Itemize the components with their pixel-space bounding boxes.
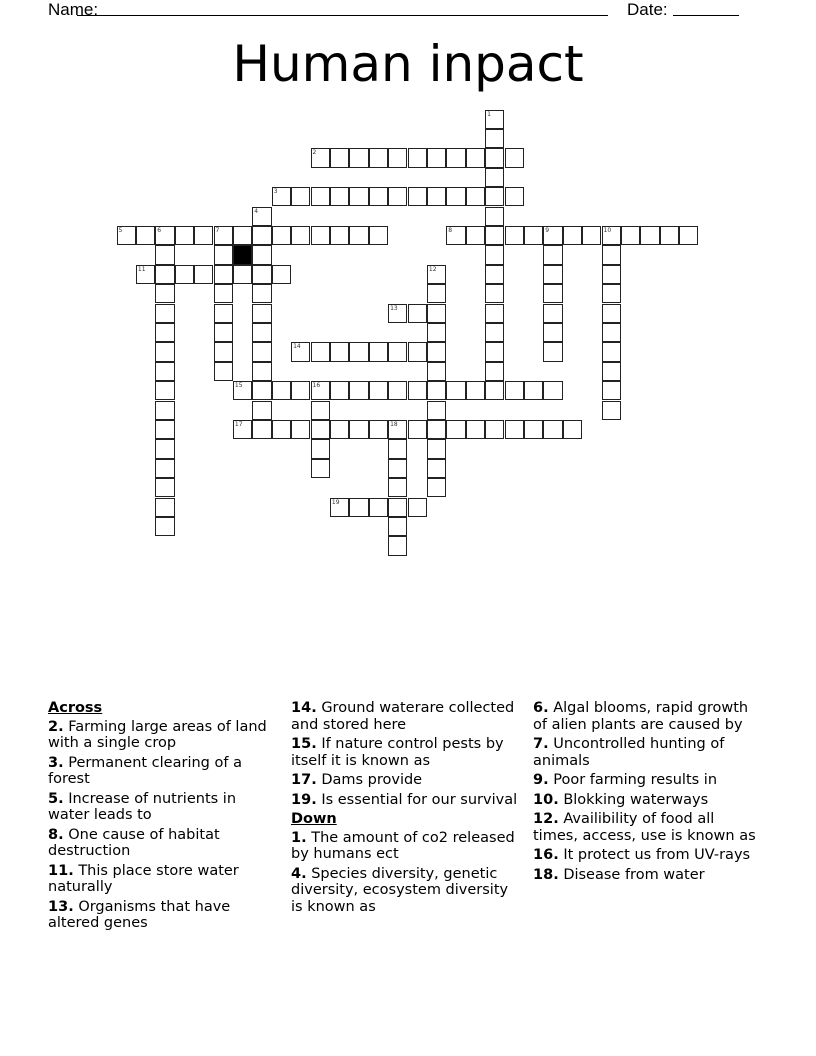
grid-cell[interactable] [136, 226, 155, 245]
clue-across-3: 3. Permanent clearing of a forest [48, 754, 242, 787]
grid-cell[interactable] [485, 187, 504, 206]
grid-cell[interactable] [485, 226, 504, 245]
clue-text: Algal blooms, rapid growth of alien plants are caused by [533, 700, 749, 733]
grid-cell[interactable] [291, 381, 310, 400]
grid-cell[interactable] [388, 304, 407, 323]
grid-cell[interactable] [252, 420, 271, 439]
grid-cell[interactable] [155, 226, 174, 245]
grid-cell[interactable] [466, 381, 485, 400]
clue-down-7: 7. Uncontrolled hunting of animals [533, 736, 725, 769]
grid-cell[interactable] [330, 342, 349, 361]
grid-cell[interactable] [214, 304, 233, 323]
grid-cell[interactable] [291, 187, 310, 206]
clue-number: 1 [291, 829, 302, 846]
cell-number: 9 [545, 226, 550, 234]
grid-cell[interactable] [524, 381, 543, 400]
grid-cell[interactable] [408, 304, 427, 323]
grid-cell[interactable] [311, 226, 330, 245]
clue-text: Uncontrolled hunting of animals [533, 736, 725, 769]
grid-cell[interactable] [388, 187, 407, 206]
clue-text: If nature control pests by itself it is known as [291, 736, 504, 769]
grid-cell[interactable] [136, 265, 155, 284]
grid-cell[interactable] [155, 478, 174, 497]
grid-cell[interactable] [543, 284, 562, 303]
grid-cell[interactable] [311, 420, 330, 439]
clue-down-16: 16. It protect us from UV-rays [533, 847, 751, 863]
grid-cell[interactable] [252, 362, 271, 381]
grid-cell[interactable] [272, 187, 291, 206]
clue-text: Permanent clearing of a forest [48, 754, 242, 787]
clue-number: 15 [291, 736, 312, 752]
down-heading: Down [291, 811, 337, 827]
grid-cell[interactable] [252, 304, 271, 323]
clue-number: 9 [533, 772, 544, 788]
clue-down-9: 9. Poor farming results in [533, 772, 718, 788]
grid-cell[interactable] [621, 226, 640, 245]
clue-number: 18 [533, 866, 554, 883]
black-cell [233, 245, 252, 264]
clue-number: 14 [291, 700, 312, 716]
grid-cell[interactable] [427, 284, 446, 303]
grid-cell[interactable] [233, 265, 252, 284]
grid-cell[interactable] [252, 381, 271, 400]
grid-cell[interactable] [485, 381, 504, 400]
grid-cell[interactable] [330, 381, 349, 400]
grid-cell[interactable] [155, 439, 174, 458]
grid-cell[interactable] [272, 381, 291, 400]
grid-cell[interactable] [369, 342, 388, 361]
grid-cell[interactable] [505, 148, 524, 167]
grid-cell[interactable] [485, 129, 504, 148]
clue-text: Ground waterare collected and stored here [291, 700, 515, 733]
grid-cell[interactable] [311, 439, 330, 458]
grid-cell[interactable] [485, 207, 504, 226]
cell-number: 13 [390, 304, 398, 312]
grid-cell[interactable] [291, 342, 310, 361]
clue-down-1: 1. The amount of co2 released by humans ect [291, 829, 515, 862]
grid-cell[interactable] [214, 284, 233, 303]
grid-cell[interactable] [155, 362, 174, 381]
grid-cell[interactable] [543, 420, 562, 439]
clue-down-6: 6. Algal blooms, rapid growth of alien plants are caused by [533, 700, 749, 733]
grid-cell[interactable] [408, 148, 427, 167]
grid-cell[interactable] [155, 245, 174, 264]
grid-cell[interactable] [388, 420, 407, 439]
grid-cell[interactable] [543, 265, 562, 284]
grid-cell[interactable] [602, 304, 621, 323]
grid-cell[interactable] [155, 265, 174, 284]
grid-cell[interactable] [485, 323, 504, 342]
grid-cell[interactable] [155, 420, 174, 439]
clue-down-18: 18. Disease from water [533, 866, 705, 883]
grid-cell[interactable] [155, 323, 174, 342]
grid-cell[interactable] [388, 536, 407, 555]
grid-cell[interactable] [272, 420, 291, 439]
grid-cell[interactable] [214, 342, 233, 361]
grid-cell[interactable] [311, 187, 330, 206]
grid-cell[interactable] [311, 342, 330, 361]
cell-number: 15 [234, 382, 243, 390]
grid-cell[interactable] [427, 420, 446, 439]
grid-cell[interactable] [543, 304, 562, 323]
clue-text: Poor farming results in [553, 772, 718, 788]
grid-cell[interactable] [543, 342, 562, 361]
grid-cell[interactable] [485, 168, 504, 187]
grid-cell[interactable] [563, 226, 582, 245]
grid-cell[interactable] [214, 245, 233, 264]
grid-cell[interactable] [388, 148, 407, 167]
grid-cell[interactable] [330, 187, 349, 206]
grid-cell[interactable] [466, 226, 485, 245]
grid-cell[interactable] [485, 148, 504, 167]
clue-text: This place store water naturally [48, 862, 239, 895]
clue-number: 3 [48, 754, 59, 771]
grid-cell[interactable] [291, 226, 310, 245]
grid-cell[interactable] [388, 342, 407, 361]
clue-number: 16 [533, 847, 554, 863]
cell-number: 2 [312, 149, 317, 157]
grid-cell[interactable] [252, 284, 271, 303]
clue-across-5: 5. Increase of nutrients in water leads to [48, 790, 237, 823]
grid-cell[interactable] [214, 362, 233, 381]
grid-cell[interactable] [252, 265, 271, 284]
grid-cell[interactable] [214, 323, 233, 342]
clue-number: 2 [48, 718, 59, 735]
clues-column-2 [291, 700, 521, 918]
cell-number: 12 [428, 265, 437, 273]
grid-cell[interactable] [446, 420, 465, 439]
cell-number: 11 [137, 265, 146, 273]
grid-cell[interactable] [602, 323, 621, 342]
grid-cell[interactable] [446, 381, 465, 400]
grid-cell[interactable] [505, 381, 524, 400]
grid-cell[interactable] [543, 323, 562, 342]
clue-across-14: 14. Ground waterare collected and stored here [291, 700, 515, 733]
grid-cell[interactable] [272, 226, 291, 245]
grid-cell[interactable] [427, 362, 446, 381]
grid-cell[interactable] [602, 362, 621, 381]
cell-number: 16 [312, 382, 321, 390]
grid-cell[interactable] [543, 226, 562, 245]
clues-column-1 [48, 700, 273, 935]
clue-text: Availibility of food all times, access, use is known as [533, 811, 756, 844]
grid-cell[interactable] [446, 226, 465, 245]
grid-cell[interactable] [311, 148, 330, 167]
grid-cell[interactable] [485, 342, 504, 361]
grid-cell[interactable] [640, 226, 659, 245]
grid-cell[interactable] [330, 226, 349, 245]
clue-number: 10 [533, 791, 554, 808]
grid-cell[interactable] [175, 226, 194, 245]
clue-number: 13 [48, 898, 69, 915]
grid-cell[interactable] [485, 265, 504, 284]
grid-cell[interactable] [679, 226, 698, 245]
grid-cell[interactable] [369, 226, 388, 245]
clue-across-13: 13. Organisms that have altered genes [48, 898, 231, 931]
grid-cell[interactable] [427, 187, 446, 206]
clue-number: 6 [533, 700, 544, 716]
grid-cell[interactable] [408, 187, 427, 206]
clue-down-12: 12. Availibility of food all times, access, use is known as [533, 811, 756, 844]
cell-number: 17 [234, 420, 243, 428]
grid-cell[interactable] [388, 517, 407, 536]
grid-cell[interactable] [427, 265, 446, 284]
clue-number: 12 [533, 811, 554, 827]
grid-cell[interactable] [388, 459, 407, 478]
grid-cell[interactable] [485, 420, 504, 439]
clue-number: 8 [48, 826, 59, 843]
grid-cell[interactable] [485, 110, 504, 129]
grid-cell[interactable] [175, 265, 194, 284]
grid-cell[interactable] [155, 401, 174, 420]
grid-cell[interactable] [194, 226, 213, 245]
grid-cell[interactable] [388, 439, 407, 458]
clue-number: 17 [291, 772, 312, 788]
grid-cell[interactable] [155, 498, 174, 517]
grid-cell[interactable] [369, 381, 388, 400]
grid-cell[interactable] [388, 381, 407, 400]
grid-cell[interactable] [582, 226, 601, 245]
clue-across-8: 8. One cause of habitat destruction [48, 826, 220, 859]
clue-text: The amount of co2 released by humans ect [291, 829, 515, 862]
grid-cell[interactable] [446, 187, 465, 206]
grid-cell[interactable] [505, 226, 524, 245]
clue-across-19: 19. Is essential for our survival [291, 791, 518, 808]
grid-cell[interactable] [252, 323, 271, 342]
cell-number: 18 [390, 420, 398, 428]
grid-cell[interactable] [388, 478, 407, 497]
grid-cell[interactable] [330, 148, 349, 167]
grid-cell[interactable] [349, 226, 368, 245]
grid-cell[interactable] [252, 207, 271, 226]
across-heading: Across [48, 700, 103, 716]
grid-cell[interactable] [524, 420, 543, 439]
grid-cell[interactable] [349, 342, 368, 361]
grid-cell[interactable] [252, 245, 271, 264]
grid-cell[interactable] [311, 459, 330, 478]
clue-text: Blokking waterways [563, 791, 709, 808]
grid-cell[interactable] [563, 420, 582, 439]
grid-cell[interactable] [466, 148, 485, 167]
grid-cell[interactable] [272, 265, 291, 284]
grid-cell[interactable] [194, 265, 213, 284]
grid-cell[interactable] [408, 342, 427, 361]
grid-cell[interactable] [349, 187, 368, 206]
grid-cell[interactable] [311, 401, 330, 420]
grid-cell[interactable] [485, 362, 504, 381]
grid-cell[interactable] [155, 459, 174, 478]
name-label: Name: [48, 0, 99, 19]
grid-cell[interactable] [311, 381, 330, 400]
clue-number: 4 [291, 865, 302, 882]
grid-cell[interactable] [427, 304, 446, 323]
grid-cell[interactable] [291, 420, 310, 439]
clue-text: One cause of habitat destruction [48, 826, 220, 859]
clues-column-3 [533, 700, 763, 886]
grid-cell[interactable] [369, 187, 388, 206]
grid-cell[interactable] [155, 517, 174, 536]
grid-cell[interactable] [524, 226, 543, 245]
clue-text: Farming large areas of land with a single crop [48, 718, 267, 751]
cell-number: 10 [603, 226, 612, 234]
grid-cell[interactable] [155, 304, 174, 323]
grid-cell[interactable] [155, 381, 174, 400]
cell-number: 5 [118, 226, 123, 234]
grid-cell[interactable] [602, 265, 621, 284]
grid-cell[interactable] [466, 187, 485, 206]
grid-cell[interactable] [369, 420, 388, 439]
cell-number: 3 [273, 188, 278, 196]
grid-cell[interactable] [252, 342, 271, 361]
clue-text: Is essential for our survival [321, 791, 518, 808]
grid-cell[interactable] [252, 401, 271, 420]
cell-number: 7 [215, 226, 220, 234]
cell-number: 8 [448, 226, 453, 234]
clue-text: Species diversity, genetic diversity, ecosystem diversity is known as [291, 865, 509, 915]
grid-cell[interactable] [233, 381, 252, 400]
grid-cell[interactable] [505, 187, 524, 206]
date-label: Date: [627, 0, 668, 19]
grid-cell[interactable] [602, 284, 621, 303]
grid-cell[interactable] [602, 401, 621, 420]
grid-cell[interactable] [602, 381, 621, 400]
clue-number: 5 [48, 790, 59, 807]
grid-cell[interactable] [233, 420, 252, 439]
clue-number: 19 [291, 791, 312, 808]
cell-number: 4 [254, 207, 259, 215]
grid-cell[interactable] [660, 226, 679, 245]
cell-number: 14 [293, 343, 301, 351]
grid-cell[interactable] [427, 459, 446, 478]
grid-cell[interactable] [349, 381, 368, 400]
grid-cell[interactable] [427, 148, 446, 167]
grid-cell[interactable] [349, 420, 368, 439]
clue-text: Dams provide [321, 772, 423, 788]
grid-cell[interactable] [214, 265, 233, 284]
grid-cell[interactable] [252, 226, 271, 245]
clue-number: 7 [533, 736, 544, 752]
cell-number: 6 [157, 226, 162, 234]
grid-cell[interactable] [408, 498, 427, 517]
grid-cell[interactable] [485, 284, 504, 303]
clue-text: It protect us from UV-rays [563, 847, 751, 863]
page-title: Human inpact [232, 35, 584, 93]
grid-cell[interactable] [427, 439, 446, 458]
grid-cell[interactable] [485, 245, 504, 264]
grid-cell[interactable] [233, 226, 252, 245]
grid-cell[interactable] [427, 342, 446, 361]
grid-cell[interactable] [408, 420, 427, 439]
clue-down-10: 10. Blokking waterways [533, 791, 709, 808]
grid-cell[interactable] [117, 226, 136, 245]
clue-number: 11 [48, 862, 69, 879]
cell-number: 19 [331, 498, 340, 506]
clue-across-17: 17. Dams provide [291, 772, 423, 788]
grid-cell[interactable] [349, 148, 368, 167]
grid-cell[interactable] [427, 323, 446, 342]
grid-cell[interactable] [602, 342, 621, 361]
clue-across-15: 15. If nature control pests by itself it is known as [291, 736, 504, 769]
grid-cell[interactable] [369, 498, 388, 517]
clue-text: Organisms that have altered genes [48, 898, 231, 931]
clue-across-11: 11. This place store water naturally [48, 862, 239, 895]
clue-down-4: 4. Species diversity, genetic diversity, ecosystem diversity is known as [291, 865, 509, 915]
grid-cell[interactable] [485, 304, 504, 323]
grid-cell[interactable] [214, 226, 233, 245]
grid-cell[interactable] [543, 381, 562, 400]
cell-number: 1 [487, 110, 491, 118]
clue-across-2: 2. Farming large areas of land with a single crop [48, 718, 267, 751]
grid-cell[interactable] [427, 381, 446, 400]
grid-cell[interactable] [349, 498, 368, 517]
grid-cell[interactable] [155, 342, 174, 361]
grid-cell[interactable] [369, 148, 388, 167]
grid-cell[interactable] [466, 420, 485, 439]
grid-cell[interactable] [602, 245, 621, 264]
grid-cell[interactable] [543, 245, 562, 264]
grid-cell[interactable] [427, 401, 446, 420]
grid-cell[interactable] [408, 381, 427, 400]
grid-cell[interactable] [427, 478, 446, 497]
clue-text: Disease from water [563, 866, 705, 883]
grid-cell[interactable] [330, 498, 349, 517]
grid-cell[interactable] [330, 420, 349, 439]
grid-cell[interactable] [388, 498, 407, 517]
grid-cell[interactable] [505, 420, 524, 439]
grid-cell[interactable] [155, 284, 174, 303]
clue-text: Increase of nutrients in water leads to [48, 790, 237, 823]
grid-cell[interactable] [446, 148, 465, 167]
grid-cell[interactable] [602, 226, 621, 245]
